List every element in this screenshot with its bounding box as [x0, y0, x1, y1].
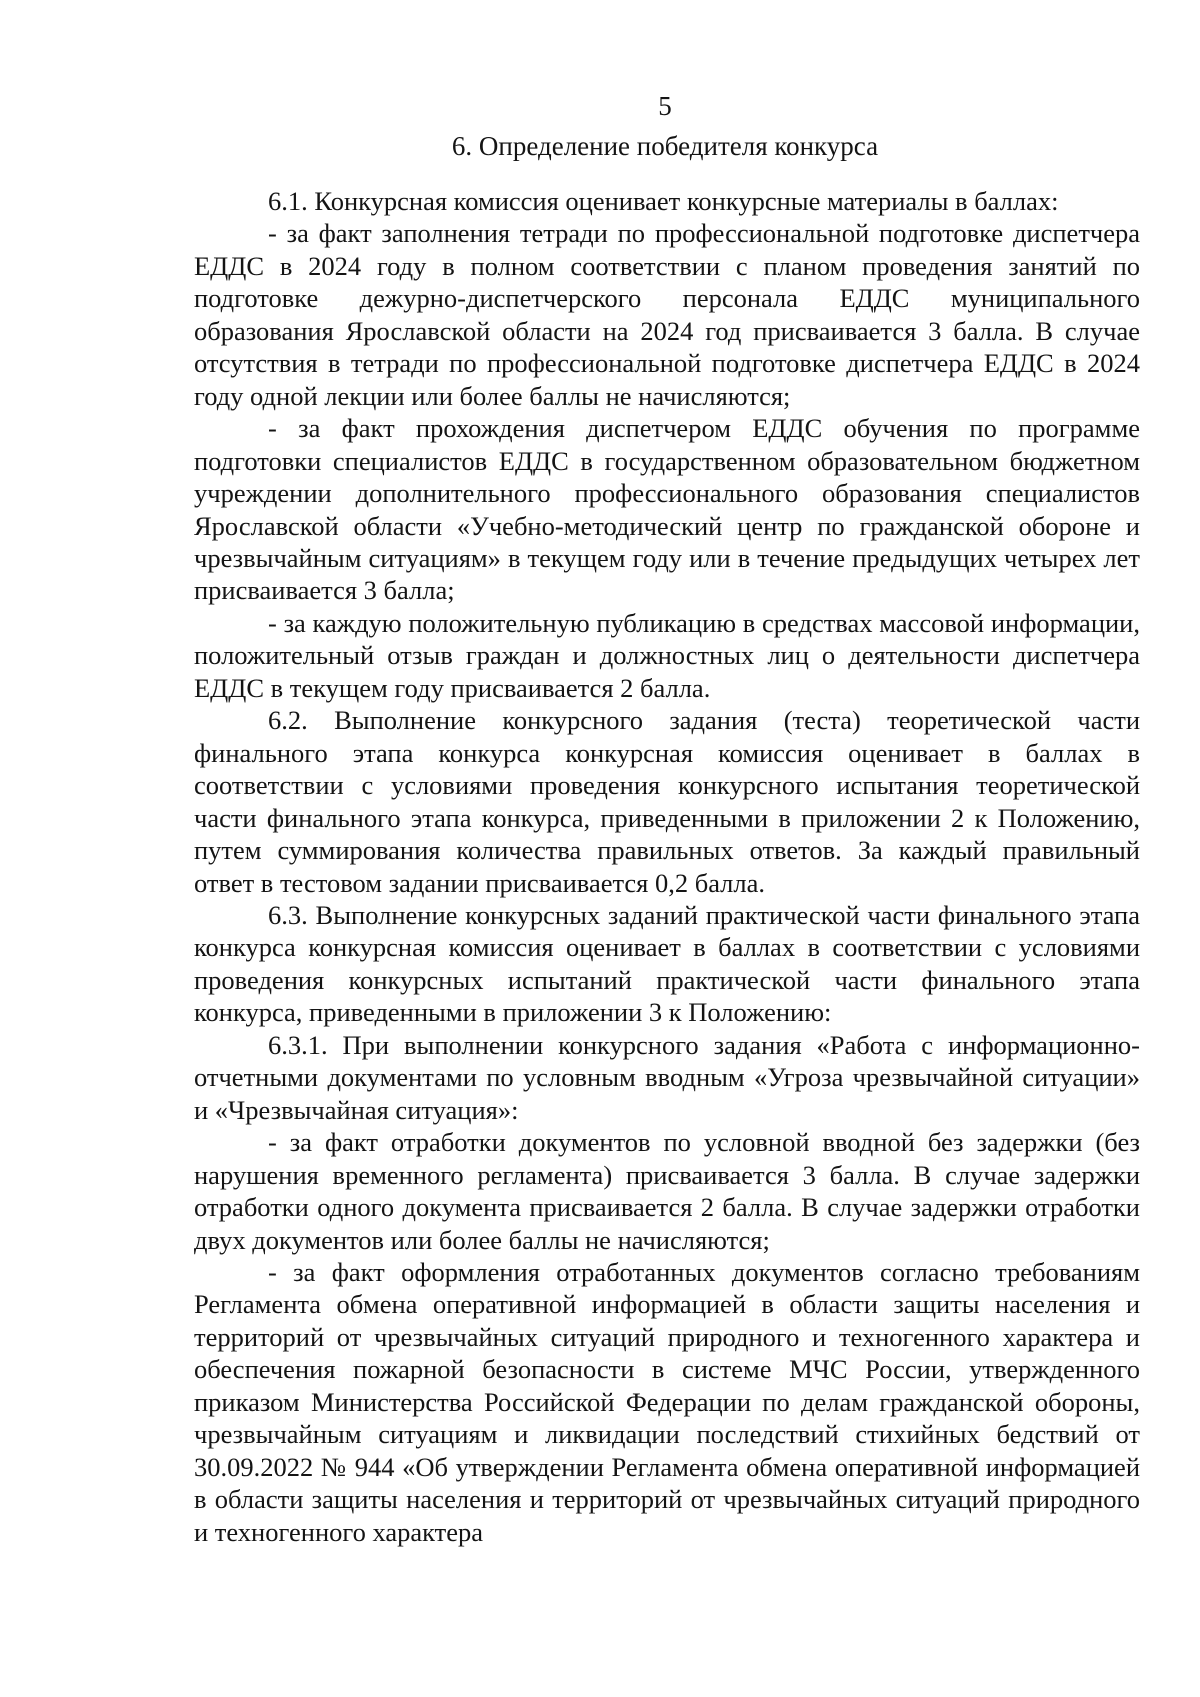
document-body	[194, 185, 1140, 1548]
paragraph-6-1: 6.1. Конкурсная комиссия оценивает конкурсные материалы в баллах:	[268, 186, 1059, 216]
paragraph-publication-item: - за каждую положительную публикацию в средствах массовой информации, положительный отзыв граждан и должностных лиц о деятельности диспетчера ЕДДС в текущем году присваивается 2 балла.	[194, 607, 1140, 703]
section-title: 6. Определение победителя конкурса	[451, 131, 879, 161]
paragraph-6-2: 6.2. Выполнение конкурсного задания (теста) теоретической части финального этапа конкурса конкурсная комиссия оценивает в баллах в соответствии с условиями проведения конкурсного испытания теоретической части финального этапа конкурса, приведенными в приложении 2 к Положению, путем суммирования количества правильных ответов. За каждый правильный ответ в тестовом задании присваивается 0,2 балла.	[194, 705, 1140, 898]
paragraph-notebook-item: - за факт заполнения тетради по профессиональной подготовке диспетчера ЕДДС в 2024 году в полном соответствии с планом проведения занятий по подготовке дежурно-диспетчерского персонала ЕДДС муниципального образования Ярославской области на 2024 год присваивается 3 балла. В случае отсутствия в тетради по профессиональной подготовке диспетчера ЕДДС в 2024 году одной лекции или более баллы не начисляются;	[194, 218, 1140, 411]
paragraph-formatting-item: - за факт оформления отработанных документов согласно требованиям Регламента обмена оперативной информацией в области защиты населения и территорий от чрезвычайных ситуаций природного и техногенного характера и обеспечения пожарной безопасности в системе МЧС России, утвержденного приказом Министерства Российской Федерации по делам гражданской обороны, чрезвычайным ситуациям и ликвидации последствий стихийных бедствий от 30.09.2022 № 944 «Об утверждении Регламента обмена оперативной информацией в области защиты населения и территорий от чрезвычайных ситуаций природного и техногенного характера	[194, 1256, 1140, 1547]
paragraph-training-item: - за факт прохождения диспетчером ЕДДС обучения по программе подготовки специалистов ЕДДС в государственном образовательном бюджетном учреждении дополнительного профессионального образования специалистов Ярославской области «Учебно-методический центр по гражданской обороне и чрезвычайным ситуациям» в текущем году или в течение предыдущих четырех лет присваивается 3 балла;	[194, 413, 1140, 606]
paragraph-6-3: 6.3. Выполнение конкурсных заданий практической части финального этапа конкурса конкурсная комиссия оценивает в баллах в соответствии с условиями проведения конкурсных испытаний практической части финального этапа конкурса, приведенными в приложении 3 к Положению:	[194, 899, 1140, 1028]
paragraph-6-3-1: 6.3.1. При выполнении конкурсного задания «Работа с информационно-отчетными документами по условным вводным «Угроза чрезвычайной ситуации» и «Чрезвычайная ситуация»:	[194, 1029, 1140, 1125]
page-number: 5	[658, 91, 672, 121]
paragraph-processing-item: - за факт отработки документов по условной вводной без задержки (без нарушения временного регламента) присваивается 3 балла. В случае задержки отработки одного документа присваивается 2 балла. В случае задержки отработки двух документов или более баллы не начисляются;	[194, 1127, 1140, 1255]
